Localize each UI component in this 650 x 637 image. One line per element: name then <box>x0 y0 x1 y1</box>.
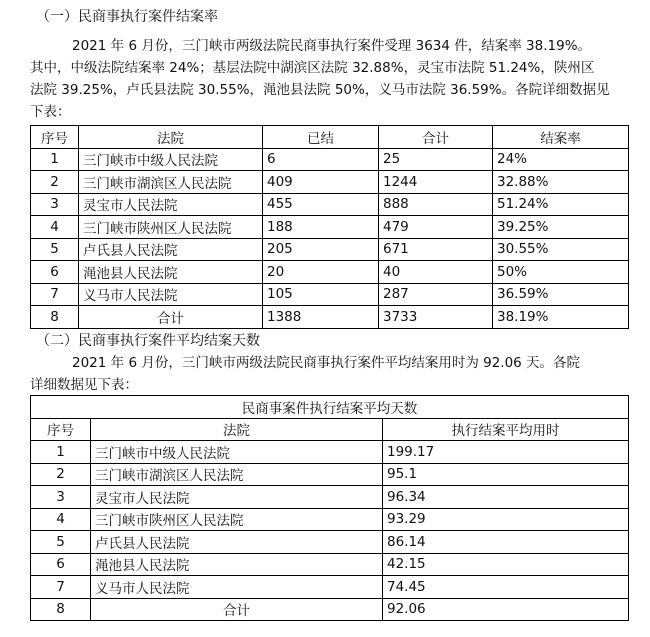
row-rate: 50% <box>493 261 629 284</box>
table-row <box>31 486 629 509</box>
row-total: 479 <box>379 216 493 239</box>
row-court: 义马市人民法院 <box>79 283 263 306</box>
row-days: 95.1 <box>383 463 629 486</box>
table-row <box>31 193 629 216</box>
row-days: 93.29 <box>383 508 629 531</box>
row-no: 1 <box>31 148 79 171</box>
header-no: 序号 <box>31 418 91 441</box>
row-done: 455 <box>263 193 379 216</box>
row-done: 6 <box>263 148 379 171</box>
row-done: 105 <box>263 283 379 306</box>
table-row <box>31 238 629 261</box>
row-rate: 36.59% <box>493 283 629 306</box>
row-days: 74.45 <box>383 576 629 599</box>
row-no: 6 <box>31 261 79 284</box>
row-total: 287 <box>379 283 493 306</box>
row-court: 灵宝市人民法院 <box>91 486 383 509</box>
table-row <box>31 553 629 576</box>
row-no: 6 <box>31 553 91 576</box>
row-court: 三门峡市中级人民法院 <box>91 441 383 464</box>
total-label: 合计 <box>91 598 383 621</box>
row-done: 20 <box>263 261 379 284</box>
row-no: 5 <box>31 531 91 554</box>
total-done: 1388 <box>263 306 379 329</box>
table-row <box>31 261 629 284</box>
row-court: 三门峡市中级人民法院 <box>79 148 263 171</box>
table-row <box>31 148 629 171</box>
table-row <box>31 508 629 531</box>
section2-paragraph-line: 详细数据见下表： <box>30 377 138 393</box>
row-total: 25 <box>379 148 493 171</box>
table-title: 民商事案件执行结案平均天数 <box>31 396 629 419</box>
row-no: 1 <box>31 441 91 464</box>
row-days: 96.34 <box>383 486 629 509</box>
header-days: 执行结案平均用时 <box>383 418 629 441</box>
row-total: 1244 <box>379 171 493 194</box>
total-label: 合计 <box>79 306 263 329</box>
section2-heading: （二）民商事执行案件平均结案天数 <box>36 333 260 349</box>
row-rate: 39.25% <box>493 216 629 239</box>
table-row <box>31 283 629 306</box>
row-days: 42.15 <box>383 553 629 576</box>
section1-paragraph-line: 2021 年 6 月份，三门峡市两级法院民商事执行案件受理 3634 件，结案率 38.19%。 <box>72 38 592 54</box>
table-row <box>31 171 629 194</box>
row-court: 义马市人民法院 <box>91 576 383 599</box>
table-row <box>31 216 629 239</box>
row-no: 2 <box>31 463 91 486</box>
row-no: 2 <box>31 171 79 194</box>
header-court: 法院 <box>91 418 383 441</box>
row-rate: 30.55% <box>493 238 629 261</box>
row-court: 三门峡市陕州区人民法院 <box>91 508 383 531</box>
section2-paragraph-line: 2021 年 6 月份，三门峡市两级法院民商事执行案件平均结案用时为 92.06 天。各院 <box>72 355 581 371</box>
total-no: 8 <box>31 306 79 329</box>
closure-rate-table <box>30 125 629 329</box>
row-total: 888 <box>379 193 493 216</box>
row-court: 渑池县人民法院 <box>91 553 383 576</box>
header-no: 序号 <box>31 126 79 149</box>
total-rate: 38.19% <box>493 306 629 329</box>
total-total: 3733 <box>379 306 493 329</box>
table-row <box>31 463 629 486</box>
row-rate: 32.88% <box>493 171 629 194</box>
table-header-row <box>31 418 629 441</box>
section1-heading: （一）民商事执行案件结案率 <box>36 9 218 25</box>
row-court: 卢氏县人民法院 <box>79 238 263 261</box>
row-court: 渑池县人民法院 <box>79 261 263 284</box>
row-no: 4 <box>31 508 91 531</box>
row-court: 灵宝市人民法院 <box>79 193 263 216</box>
table-row <box>31 531 629 554</box>
row-court: 卢氏县人民法院 <box>91 531 383 554</box>
row-no: 7 <box>31 576 91 599</box>
row-court: 三门峡市湖滨区人民法院 <box>91 463 383 486</box>
row-done: 205 <box>263 238 379 261</box>
section1-paragraph-line: 其中，中级法院结案率 24%；基层法院中湖滨区法院 32.88%，灵宝市法院 51.24%，陕州区 <box>30 60 595 76</box>
header-rate: 结案率 <box>493 126 629 149</box>
row-no: 7 <box>31 283 79 306</box>
row-done: 188 <box>263 216 379 239</box>
row-rate: 51.24% <box>493 193 629 216</box>
header-court: 法院 <box>79 126 263 149</box>
row-days: 86.14 <box>383 531 629 554</box>
row-done: 409 <box>263 171 379 194</box>
header-done: 已结 <box>263 126 379 149</box>
table-row <box>31 441 629 464</box>
row-no: 4 <box>31 216 79 239</box>
row-no: 3 <box>31 486 91 509</box>
average-days-table <box>30 395 629 621</box>
total-days: 92.06 <box>383 598 629 621</box>
section1-paragraph-line: 下表： <box>30 104 71 120</box>
row-court: 三门峡市陕州区人民法院 <box>79 216 263 239</box>
row-total: 671 <box>379 238 493 261</box>
header-total: 合计 <box>379 126 493 149</box>
table-title-row <box>31 396 629 419</box>
row-rate: 24% <box>493 148 629 171</box>
row-no: 3 <box>31 193 79 216</box>
table-row <box>31 576 629 599</box>
row-no: 5 <box>31 238 79 261</box>
table-total-row <box>31 306 629 329</box>
row-total: 40 <box>379 261 493 284</box>
section1-paragraph-line: 法院 39.25%，卢氏县法院 30.55%，渑池县法院 50%，义马市法院 36.59%。各院详细数据见 <box>30 82 610 98</box>
row-days: 199.17 <box>383 441 629 464</box>
row-court: 三门峡市湖滨区人民法院 <box>79 171 263 194</box>
table-total-row <box>31 598 629 621</box>
table-header-row <box>31 126 629 149</box>
total-no: 8 <box>31 598 91 621</box>
